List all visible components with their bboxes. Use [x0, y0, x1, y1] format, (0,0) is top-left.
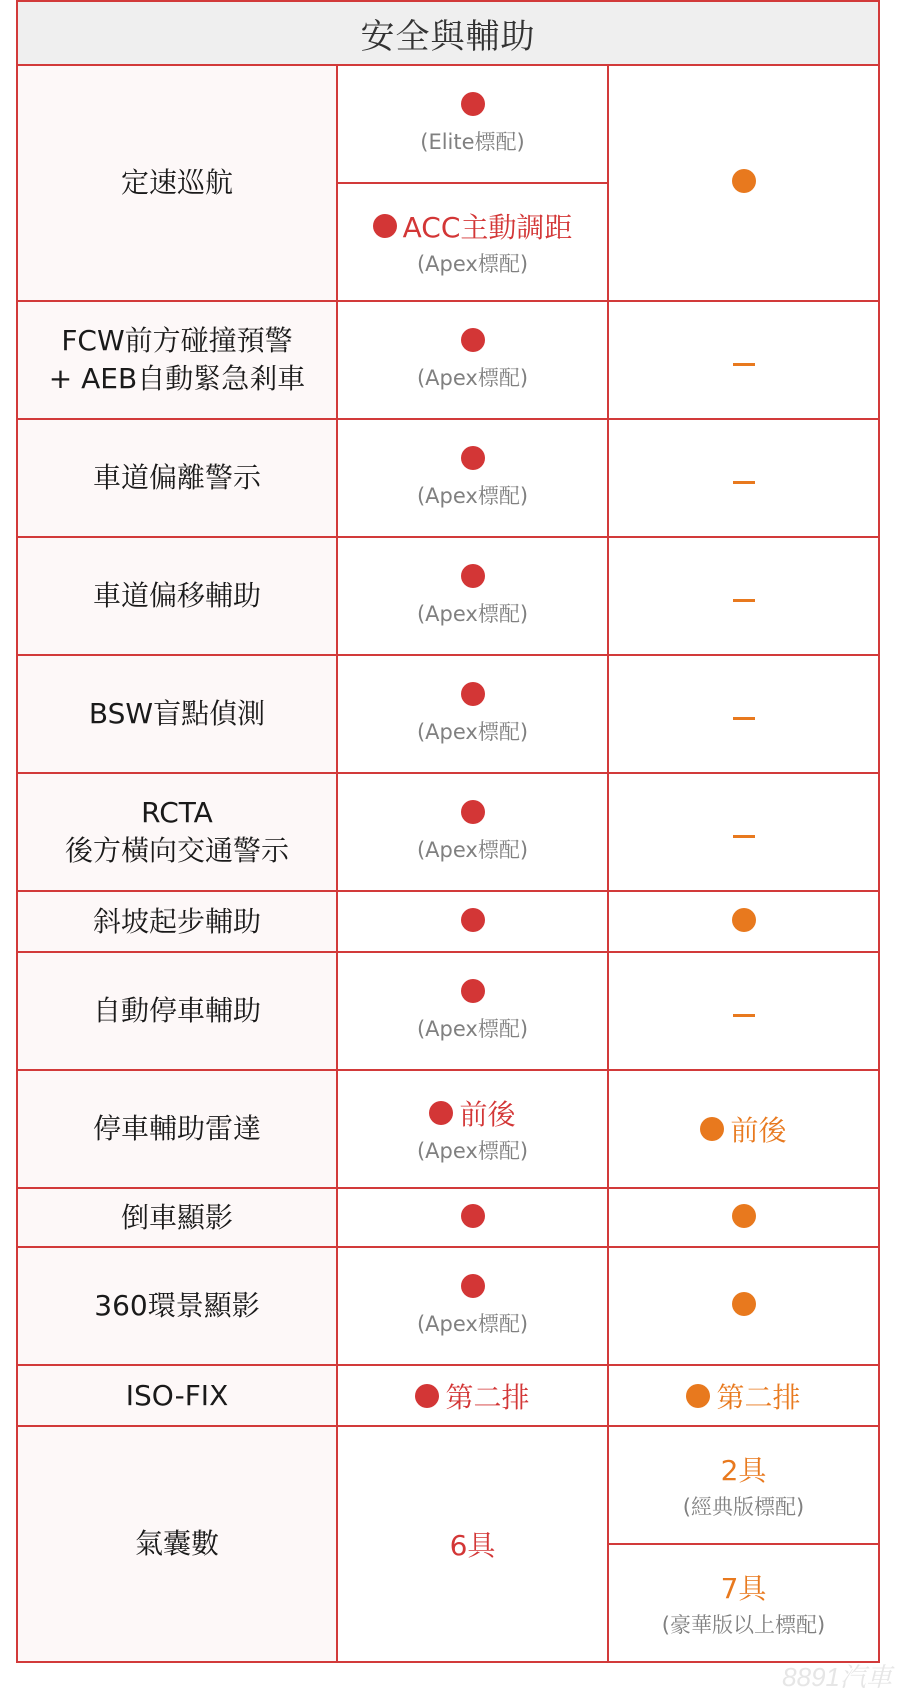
cell	[608, 65, 879, 301]
cell	[608, 773, 879, 891]
cell-value: 2具	[720, 1454, 767, 1487]
row-label	[17, 1247, 337, 1365]
row-label	[17, 419, 337, 537]
table-row	[17, 891, 879, 952]
cell	[337, 773, 608, 891]
cell	[337, 1426, 608, 1662]
row-label-text: 停車輔助雷達	[92, 1112, 261, 1146]
row-label-text: + AEB自動緊急剎車	[48, 362, 306, 395]
row-label-text: 定速巡航	[120, 166, 233, 200]
cell	[608, 537, 879, 655]
cell-value: 第二排	[716, 1380, 801, 1414]
cell-value: 7具	[720, 1572, 767, 1605]
cell-note: (Apex標配)	[416, 838, 529, 862]
cell-note: (Apex標配)	[416, 1139, 529, 1163]
cell-note: (Apex標配)	[416, 484, 529, 508]
table-row	[17, 1188, 879, 1247]
cell-value: 前後	[459, 1098, 516, 1131]
cell	[337, 1070, 608, 1188]
table-row	[17, 1070, 879, 1188]
standard-dot-icon	[732, 1204, 756, 1228]
table-row	[17, 1365, 879, 1426]
cell	[337, 1247, 608, 1365]
standard-dot-icon	[732, 908, 756, 932]
cell	[337, 891, 608, 952]
cell-value: 6具	[449, 1529, 496, 1562]
row-label	[17, 1365, 337, 1426]
standard-dot-icon	[373, 214, 397, 238]
row-label-text: ISO-FIX	[125, 1378, 229, 1412]
table-row	[17, 537, 879, 655]
standard-dot-icon	[700, 1117, 724, 1141]
standard-dot-icon	[461, 446, 485, 470]
cell	[337, 183, 608, 301]
cell	[608, 301, 879, 419]
row-label-text: 斜坡起步輔助	[92, 904, 261, 938]
cell	[608, 952, 879, 1070]
standard-dot-icon	[461, 908, 485, 932]
table-row	[17, 1247, 879, 1365]
cell-note: (豪華版以上標配)	[661, 1613, 826, 1637]
cell	[608, 1544, 879, 1662]
cell	[608, 1247, 879, 1365]
row-label	[17, 1070, 337, 1188]
row-label-text: BSW盲點偵測	[88, 697, 266, 731]
standard-dot-icon	[461, 682, 485, 706]
standard-dot-icon	[415, 1384, 439, 1408]
row-label	[17, 891, 337, 952]
spec-table	[16, 0, 880, 1663]
cell	[608, 655, 879, 773]
row-label	[17, 773, 337, 891]
standard-dot-icon	[686, 1384, 710, 1408]
cell	[337, 65, 608, 183]
standard-dot-icon	[461, 979, 485, 1003]
cell	[337, 655, 608, 773]
cell	[608, 419, 879, 537]
not-available-dash-icon	[733, 1014, 755, 1017]
cell	[337, 537, 608, 655]
cell	[608, 1188, 879, 1247]
cell	[608, 1426, 879, 1544]
row-label-text: 車道偏離警示	[92, 461, 261, 495]
not-available-dash-icon	[733, 835, 755, 838]
row-label-text: FCW前方碰撞預警	[61, 324, 293, 358]
cell-note: (Apex標配)	[416, 602, 529, 626]
not-available-dash-icon	[733, 717, 755, 720]
not-available-dash-icon	[733, 363, 755, 366]
cell-note: (經典版標配)	[682, 1495, 805, 1519]
row-label	[17, 301, 337, 419]
table-row	[17, 655, 879, 773]
cell-value: 前後	[730, 1114, 787, 1147]
cell-note: (Apex標配)	[416, 366, 529, 390]
cell	[337, 1365, 608, 1426]
table-row	[17, 1426, 879, 1544]
table-row	[17, 301, 879, 419]
cell	[337, 1188, 608, 1247]
cell	[608, 1365, 879, 1426]
section-header: 安全與輔助	[17, 1, 879, 65]
standard-dot-icon	[461, 92, 485, 116]
row-label-text: 後方橫向交通警示	[64, 834, 289, 867]
cell-note: (Apex標配)	[416, 252, 529, 276]
table-row	[17, 1, 879, 65]
not-available-dash-icon	[733, 599, 755, 602]
table-row	[17, 65, 879, 183]
row-label-text: RCTA	[141, 796, 213, 830]
cell	[608, 1070, 879, 1188]
cell-value: 第二排	[445, 1380, 530, 1414]
table-row	[17, 419, 879, 537]
row-label-text: 360環景顯影	[94, 1289, 260, 1323]
standard-dot-icon	[732, 169, 756, 193]
standard-dot-icon	[461, 564, 485, 588]
row-label	[17, 537, 337, 655]
cell-note: (Apex標配)	[416, 1312, 529, 1336]
row-label	[17, 952, 337, 1070]
not-available-dash-icon	[733, 481, 755, 484]
cell	[337, 301, 608, 419]
row-label	[17, 655, 337, 773]
cell-value: ACC主動調距	[402, 211, 573, 244]
standard-dot-icon	[461, 1204, 485, 1228]
row-label	[17, 1426, 337, 1662]
table-row	[17, 952, 879, 1070]
standard-dot-icon	[429, 1101, 453, 1125]
watermark-logo: 8891汽車	[782, 1662, 892, 1692]
standard-dot-icon	[461, 1274, 485, 1298]
row-label-text: 自動停車輔助	[92, 994, 261, 1028]
cell	[337, 419, 608, 537]
standard-dot-icon	[461, 800, 485, 824]
table-row	[17, 773, 879, 891]
standard-dot-icon	[732, 1292, 756, 1316]
cell-note: (Apex標配)	[416, 720, 529, 744]
row-label-text: 倒車顯影	[120, 1200, 233, 1234]
cell-note: (Apex標配)	[416, 1017, 529, 1041]
row-label-text: 車道偏移輔助	[92, 579, 261, 613]
standard-dot-icon	[461, 328, 485, 352]
cell-note: (Elite標配)	[420, 130, 525, 154]
row-label	[17, 1188, 337, 1247]
row-label	[17, 65, 337, 301]
cell	[337, 952, 608, 1070]
row-label-text: 氣囊數	[134, 1527, 219, 1561]
cell	[608, 891, 879, 952]
